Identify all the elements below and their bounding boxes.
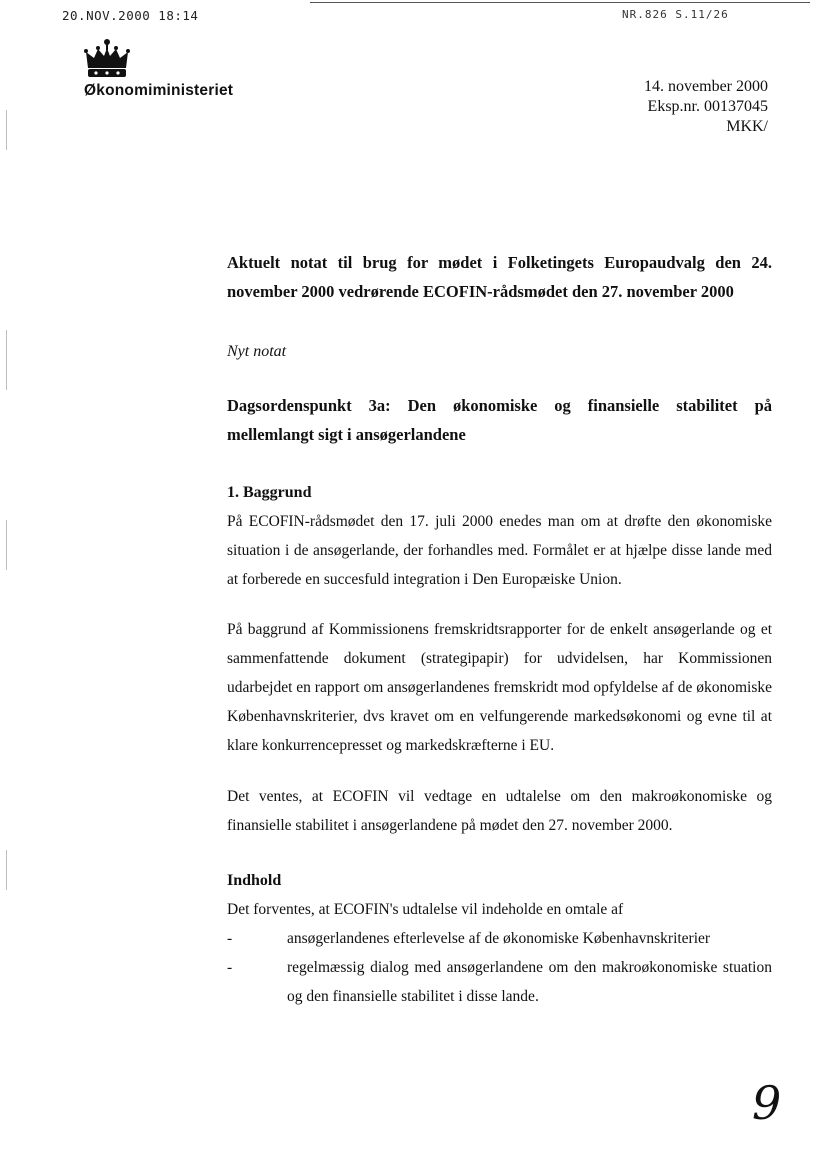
section-heading-background: 1. Baggrund (227, 484, 312, 501)
list-item-text: regelmæssig dialog med ansøgerlandene om den makroøkonomiske stuation og den finansielle stabilitet i disse lande. (287, 959, 772, 1005)
document-body (227, 248, 772, 1005)
scan-margin-mark (6, 850, 7, 890)
paragraph: På ECOFIN-rådsmødet den 17. juli 2000 enedes man om at drøfte den økonomiske situation i de ansøgerlande, der forhandles med. Formålet er at hjælpe disse lande med at forberede en succesfuld integration i Den Europæiske Union. (227, 513, 772, 588)
list-item-text: ansøgerlandenes efterlevelse af de økonomiske Københavnskriterier (287, 930, 711, 947)
handwritten-page-number: 9 (752, 1076, 782, 1130)
fax-datetime: 20.NOV.2000 18:14 (62, 8, 199, 23)
scan-margin-mark (6, 110, 7, 150)
bullet-marker: - (227, 930, 233, 947)
document-title: Aktuelt notat til brug for mødet i Folketingets Europaudvalg den 24. november 2000 vedrørende ECOFIN-rådsmødet den 27. november 2000 (227, 253, 772, 301)
scan-margin-mark (6, 520, 7, 570)
fax-header-rule (310, 2, 810, 3)
fax-header (0, 8, 827, 28)
section-heading-content: Indhold (227, 872, 282, 889)
fax-page-info: NR.826 S.11/26 (622, 8, 729, 21)
bullet-marker: - (227, 959, 233, 976)
paragraph: Det forventes, at ECOFIN's udtalelse vil indeholde en omtale af (227, 901, 624, 918)
paragraph: På baggrund af Kommissionens fremskridtsrapporter for de enkelt ansøgerlande og et sammenfattende dokument (strategipapir) for udvidelsen, har Kommissionen udarbejdet en rapport om ansøgerlandenes fremskridt mod opfyldelse af de økonomiske Københavnskriterier, dvs kravet om en velfungerende markedsøkonomi og evne til at klare konkurrencepresset og markedskræfterne i EU. (227, 621, 772, 754)
scan-margin-mark (6, 330, 7, 390)
ministry-name: Økonomiministeriet (84, 82, 234, 99)
royal-crown-icon (84, 38, 130, 80)
document-meta (644, 77, 768, 137)
document-subtitle: Nyt notat (227, 343, 287, 360)
author-initials: MKK/ (726, 118, 768, 135)
case-number: Eksp.nr. 00137045 (647, 98, 768, 115)
agenda-item: Dagsordenspunkt 3a: Den økonomiske og finansielle stabilitet på mellemlangt sigt i ansøgerlandene (227, 396, 772, 444)
document-date: 14. november 2000 (644, 78, 768, 95)
paragraph: Det ventes, at ECOFIN vil vedtage en udtalelse om den makroøkonomiske og finansielle stabilitet i ansøgerlandene på mødet den 27. november 2000. (227, 788, 772, 834)
